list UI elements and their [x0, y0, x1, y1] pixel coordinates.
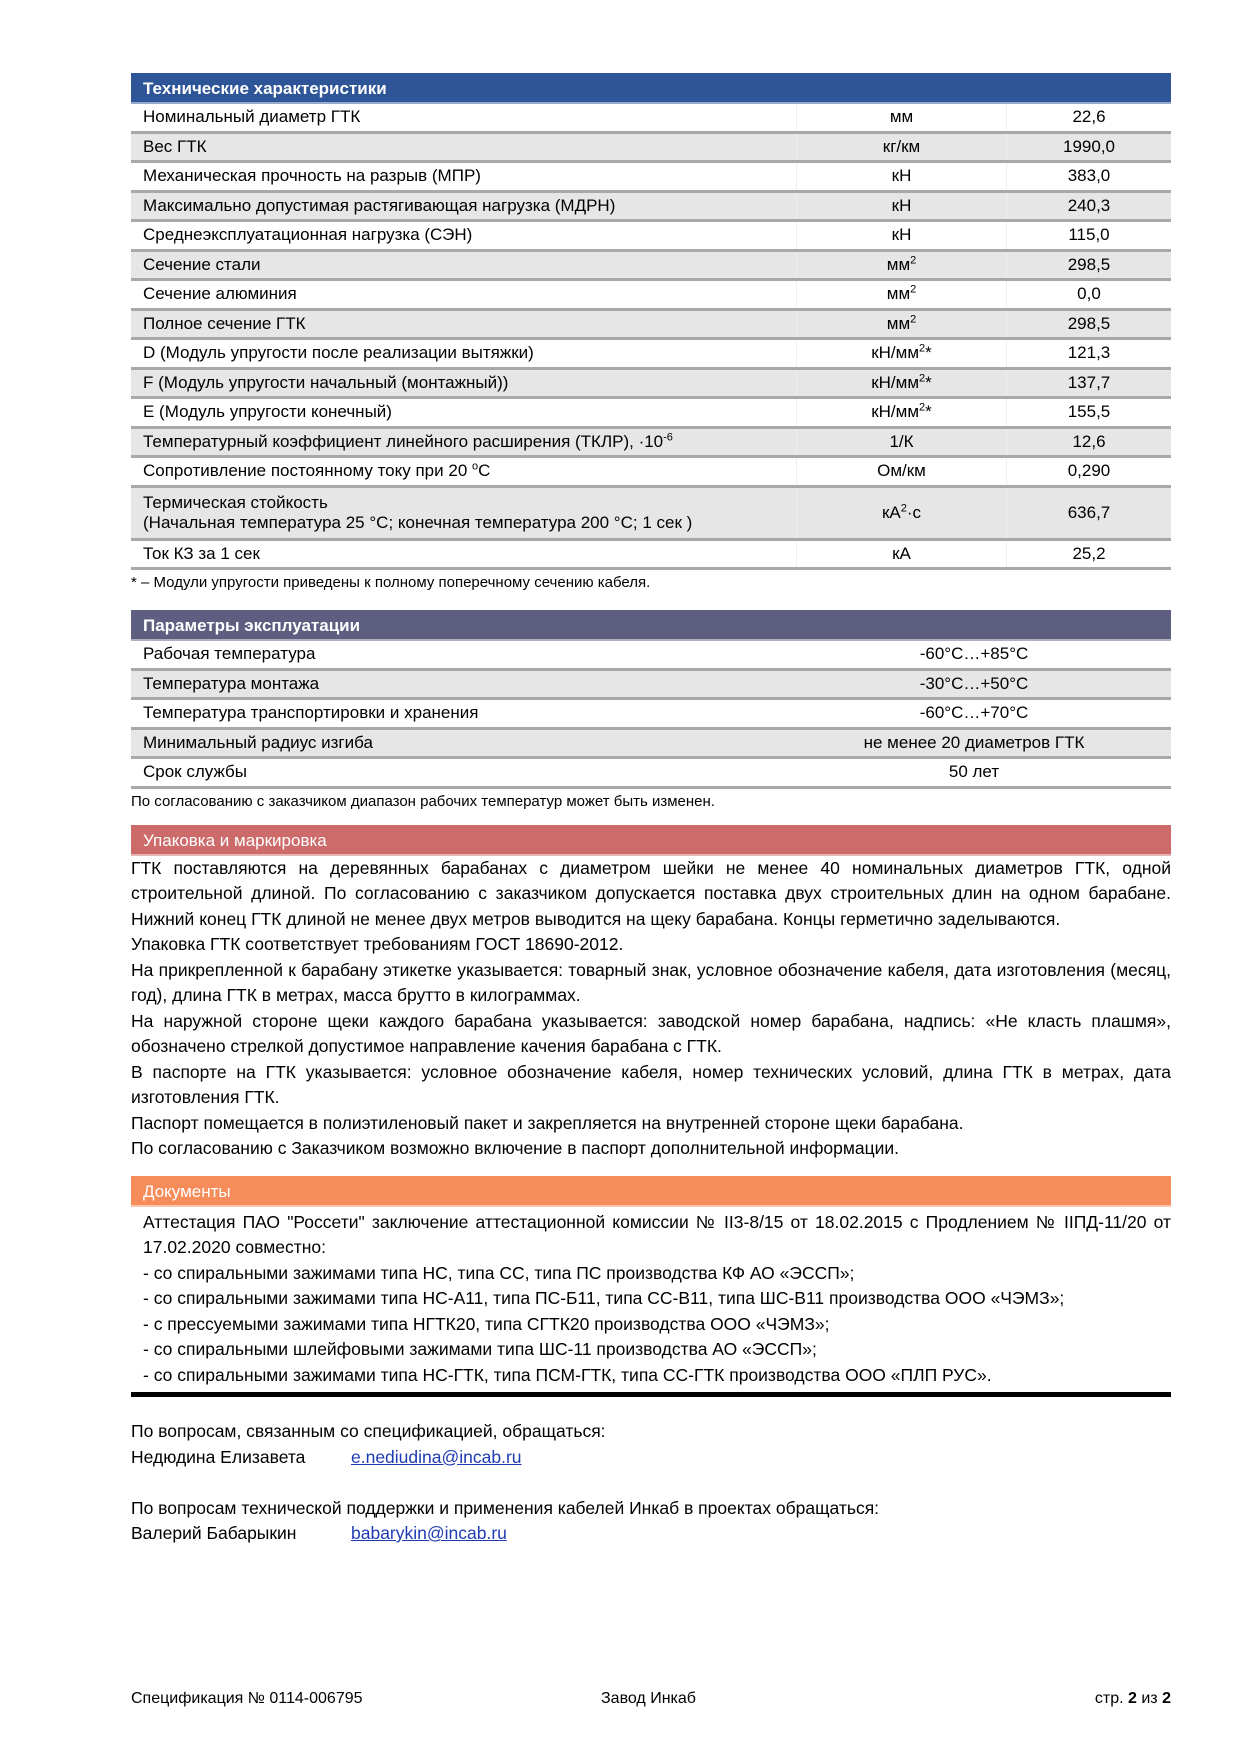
param-value-cell [1007, 132, 1172, 162]
documents-line: - со спиральными шлейфовыми зажимами типа ШС-11 производства АО «ЭССП»; [143, 1339, 817, 1359]
param-value: 25,2 [1072, 543, 1106, 563]
param-name-cell [131, 457, 797, 487]
param-name-cell [131, 427, 797, 457]
operation-value-cell [777, 641, 1171, 669]
param-unit: кН [891, 195, 912, 215]
tech-contact-intro: По вопросам технической поддержки и применения кабелей Инкаб в проектах обращаться: [131, 1497, 880, 1518]
param-unit-cell [797, 221, 1007, 251]
operation-name: Рабочая температура [143, 644, 316, 664]
operation-section-header: Параметры эксплуатации [131, 610, 1171, 641]
operation-value-cell [777, 758, 1171, 788]
param-value: 1990,0 [1063, 136, 1115, 156]
param-name-line2: (Начальная температура 25 °С; конечная температура 200 °С; 1 сек ) [143, 512, 693, 532]
packaging-paragraph: На наружной стороне щеки каждого барабана указывается: заводской номер барабана, надпись: «Не класть плашмя», обозначено стрелкой допустимое направление качения барабана с ГТК. [131, 1010, 1171, 1056]
param-unit: мм [886, 313, 911, 333]
param-name: Полное сечение ГТК [143, 313, 306, 333]
param-value: 0,290 [1067, 461, 1111, 481]
param-unit-sup: 2 [919, 401, 926, 414]
param-unit-cell [797, 398, 1007, 428]
tech-contact-line [131, 1521, 1171, 1547]
param-value: 636,7 [1067, 502, 1111, 522]
operation-value-cell [777, 699, 1171, 729]
param-unit-sup: 2 [910, 254, 917, 267]
param-unit-cell [797, 457, 1007, 487]
operation-table-row [131, 669, 1171, 699]
tech-table-row [131, 339, 1171, 369]
param-value-cell [1007, 457, 1172, 487]
param-name: Номинальный диаметр ГТК [143, 107, 361, 127]
param-name-cell [131, 280, 797, 310]
operation-name: Срок службы [143, 762, 247, 782]
documents-line: Аттестация ПАО "Россети" заключение аттестационной комиссии № II3-8/15 от 18.02.2015 с Продлением № IIПД-11/20 от 17.02.2020 совместно: [143, 1211, 1171, 1257]
param-unit-cell [797, 104, 1007, 132]
param-unit-cell [797, 309, 1007, 339]
packaging-paragraph: Упаковка ГТК соответствует требованиям ГОСТ 18690-2012. [131, 934, 624, 954]
tech-table-row [131, 486, 1171, 539]
param-name-cell [131, 539, 797, 569]
param-unit-cell [797, 539, 1007, 569]
tech-table-row [131, 398, 1171, 428]
param-unit: 1/К [889, 431, 914, 451]
spec-contact-email-link[interactable]: e.nediudina@incab.ru [351, 1446, 522, 1467]
param-value-cell [1007, 309, 1172, 339]
param-unit-tail: * [925, 372, 932, 392]
operation-name-cell [131, 758, 777, 788]
tech-table-row [131, 280, 1171, 310]
param-name: Температурный коэффициент линейного расширения (ТКЛР), ·10 [143, 431, 664, 451]
documents-section-header: Документы [131, 1176, 1171, 1207]
operation-value: не менее 20 диаметров ГТК [863, 732, 1085, 752]
param-name: Сопротивление постоянному току при 20 [143, 461, 472, 481]
documents-text [131, 1207, 1171, 1398]
operation-value: -30°C…+50°C [919, 673, 1029, 693]
tech-section-header: Технические характеристики [131, 73, 1171, 104]
param-unit-cell [797, 162, 1007, 192]
tech-table-row [131, 162, 1171, 192]
param-unit-cell [797, 339, 1007, 369]
param-name-cell [131, 104, 797, 132]
operation-name-cell [131, 669, 777, 699]
param-name-cell [131, 486, 797, 539]
tech-contact-email-link[interactable]: babarykin@incab.ru [351, 1523, 507, 1543]
tech-table-row [131, 221, 1171, 251]
param-name: Вес ГТК [143, 136, 207, 156]
documents-line: - со спиральными зажимами типа НС-ГТК, типа ПСМ-ГТК, типа СС-ГТК производства ООО «ПЛП РУС». [143, 1364, 992, 1385]
param-name-cell [131, 368, 797, 398]
param-name-cell [131, 398, 797, 428]
param-name-sup: -6 [663, 431, 673, 444]
operation-value: -60°C…+70°C [919, 703, 1029, 723]
operation-table-row [131, 758, 1171, 788]
param-value-cell [1007, 486, 1172, 539]
footer-company: Завод Инкаб [601, 1690, 696, 1707]
param-unit-tail: ·с [906, 502, 922, 522]
operation-value-cell [777, 728, 1171, 758]
tech-table-row [131, 457, 1171, 487]
tech-table-row [131, 368, 1171, 398]
param-unit: кА [881, 502, 901, 522]
packaging-paragraph: В паспорте на ГТК указывается: условное обозначение кабеля, номер технических условий, длина ГТК в метрах, дата изготовления ГТК. [131, 1061, 1171, 1107]
param-name-cell [131, 221, 797, 251]
param-unit-sup: 2 [919, 342, 926, 355]
param-name: D (Модуль упругости после реализации вытяжки) [143, 343, 534, 363]
param-unit: кН [891, 166, 912, 186]
operation-name: Минимальный радиус изгиба [143, 732, 373, 752]
param-value-cell [1007, 398, 1172, 428]
param-value: 240,3 [1067, 195, 1111, 215]
param-value: 298,5 [1067, 254, 1111, 274]
tech-table-row [131, 191, 1171, 221]
param-value-cell [1007, 104, 1172, 132]
param-name-cell [131, 309, 797, 339]
param-name: Максимально допустимая растягивающая нагрузка (МДРН) [143, 195, 616, 215]
param-unit: мм [886, 254, 911, 274]
operation-table [131, 641, 1171, 789]
param-unit: мм [889, 107, 914, 127]
param-unit-cell [797, 280, 1007, 310]
param-unit: кг/км [882, 136, 921, 156]
contacts [131, 1419, 1171, 1547]
param-name: Механическая прочность на разрыв (МПР) [143, 166, 481, 186]
packaging-text [131, 856, 1171, 1162]
documents-line: - со спиральными зажимами типа НС-А11, типа ПС-Б11, типа СС-В11, типа ШС-В11 производства ООО «ЧЭМЗ»; [143, 1288, 1065, 1308]
tech-table-row [131, 104, 1171, 132]
param-unit-cell [797, 427, 1007, 457]
documents-line: - с прессуемыми зажимами типа НГТК20, типа СГТК20 производства ООО «ЧЭМЗ»; [143, 1313, 830, 1334]
documents-line: - со спиральными зажимами типа НС, типа СС, типа ПС производства КФ АО «ЭССП»; [143, 1262, 855, 1283]
param-unit: кН/мм [871, 343, 920, 363]
operation-value-cell [777, 669, 1171, 699]
param-value: 383,0 [1067, 166, 1111, 186]
page-prefix: стр. [1094, 1690, 1129, 1707]
operation-value: 50 лет [948, 762, 1000, 782]
spec-contact-intro: По вопросам, связанным со спецификацией, обращаться: [131, 1421, 606, 1441]
param-unit: Ом/км [877, 461, 926, 481]
param-value: 121,3 [1067, 343, 1111, 363]
param-unit-sup: 2 [910, 283, 917, 296]
param-value: 155,5 [1067, 402, 1111, 422]
tech-table-row [131, 309, 1171, 339]
operation-note: По согласованию с заказчиком диапазон рабочих температур может быть изменен. [131, 792, 715, 810]
param-unit: кН/мм [871, 372, 920, 392]
param-value-cell [1007, 280, 1172, 310]
param-name: F (Модуль упругости начальный (монтажный)) [143, 372, 509, 392]
packaging-paragraph: На прикрепленной к барабану этикетке указывается: товарный знак, условное обозначение кабеля, дата изготовления (месяц, год), длина ГТК в метрах, масса брутто в килограммах. [131, 959, 1171, 1005]
tech-note: * – Модули упругости приведены к полному поперечному сечению кабеля. [131, 574, 651, 591]
param-unit-cell [797, 132, 1007, 162]
param-value-cell [1007, 221, 1172, 251]
param-name: Термическая стойкость [143, 492, 328, 512]
param-unit-tail: * [925, 343, 932, 363]
page-mid: из [1136, 1690, 1163, 1707]
param-name-cell [131, 250, 797, 280]
operation-table-row [131, 728, 1171, 758]
param-value: 12,6 [1072, 431, 1106, 451]
param-value-cell [1007, 427, 1172, 457]
param-value-cell [1007, 191, 1172, 221]
param-name: E (Модуль упругости конечный) [143, 402, 392, 422]
param-unit-sup: 2 [900, 501, 907, 514]
param-value-cell [1007, 539, 1172, 569]
operation-table-row [131, 641, 1171, 669]
param-unit: кА [892, 543, 911, 563]
packaging-paragraph: По согласованию с Заказчиком возможно включение в паспорт дополнительной информации. [131, 1138, 900, 1158]
param-value: 0,0 [1077, 284, 1101, 304]
operation-value: -60°C…+85°C [919, 644, 1029, 664]
param-value-cell [1007, 368, 1172, 398]
packaging-paragraph: ГТК поставляются на деревянных барабанах с диаметром шейки не менее 40 номинальных диаметров ГТК, одной строительной длиной. По согласованию с заказчиком допускается поставка двух строительных длин на одном барабане. Нижний конец ГТК длиной не менее двух метров выводится на щеку барабана. Концы герметично заделываются. [131, 857, 1171, 929]
param-name: Ток КЗ за 1 сек [143, 543, 260, 563]
operation-name: Температура транспортировки и хранения [143, 703, 479, 723]
spec-contact-name: Недюдина Елизавета [131, 1446, 306, 1467]
operation-table-row [131, 699, 1171, 729]
spec-contact-line [131, 1445, 1171, 1471]
param-value: 115,0 [1068, 225, 1110, 245]
page-current: 2 [1128, 1690, 1137, 1707]
operation-name: Температура монтажа [143, 673, 320, 693]
spec-page [131, 73, 1171, 1547]
param-unit: мм [886, 284, 911, 304]
param-name-cell [131, 162, 797, 192]
param-name-cell [131, 339, 797, 369]
operation-name-cell [131, 728, 777, 758]
param-unit: кН/мм [871, 402, 920, 422]
param-name-cell [131, 191, 797, 221]
param-unit-cell [797, 250, 1007, 280]
operation-name-cell [131, 699, 777, 729]
packaging-section-header: Упаковка и маркировка [131, 825, 1171, 856]
tech-table-row [131, 427, 1171, 457]
tech-contact-name: Валерий Бабарыкин [131, 1523, 297, 1543]
packaging-paragraph: Паспорт помещается в полиэтиленовый пакет и закрепляется на внутренней стороне щеки барабана. [131, 1112, 964, 1133]
param-value-cell [1007, 162, 1172, 192]
footer-spec-number: Спецификация № 0114-006795 [131, 1690, 363, 1707]
param-unit-tail: * [925, 402, 932, 422]
param-value: 22,6 [1072, 107, 1106, 127]
param-name: Сечение алюминия [143, 284, 297, 304]
param-unit-sup: 2 [910, 313, 917, 326]
param-unit-cell [797, 191, 1007, 221]
param-name-sup: о [472, 460, 479, 473]
footer-page-number [1095, 1690, 1171, 1708]
param-value-cell [1007, 339, 1172, 369]
tech-table-row [131, 539, 1171, 569]
page-total: 2 [1162, 1690, 1171, 1707]
param-value: 298,5 [1067, 313, 1111, 333]
param-unit-cell [797, 486, 1007, 539]
param-name-tail: С [478, 461, 491, 481]
param-value: 137,7 [1067, 372, 1111, 392]
param-unit-cell [797, 368, 1007, 398]
param-unit-sup: 2 [919, 372, 926, 385]
param-unit: кН [891, 225, 912, 245]
param-name: Сечение стали [143, 254, 261, 274]
tech-table [131, 104, 1171, 570]
tech-table-row [131, 132, 1171, 162]
operation-name-cell [131, 641, 777, 669]
param-name-cell [131, 132, 797, 162]
param-value-cell [1007, 250, 1172, 280]
param-name: Среднеэксплуатационная нагрузка (СЭН) [143, 225, 473, 245]
tech-table-row [131, 250, 1171, 280]
